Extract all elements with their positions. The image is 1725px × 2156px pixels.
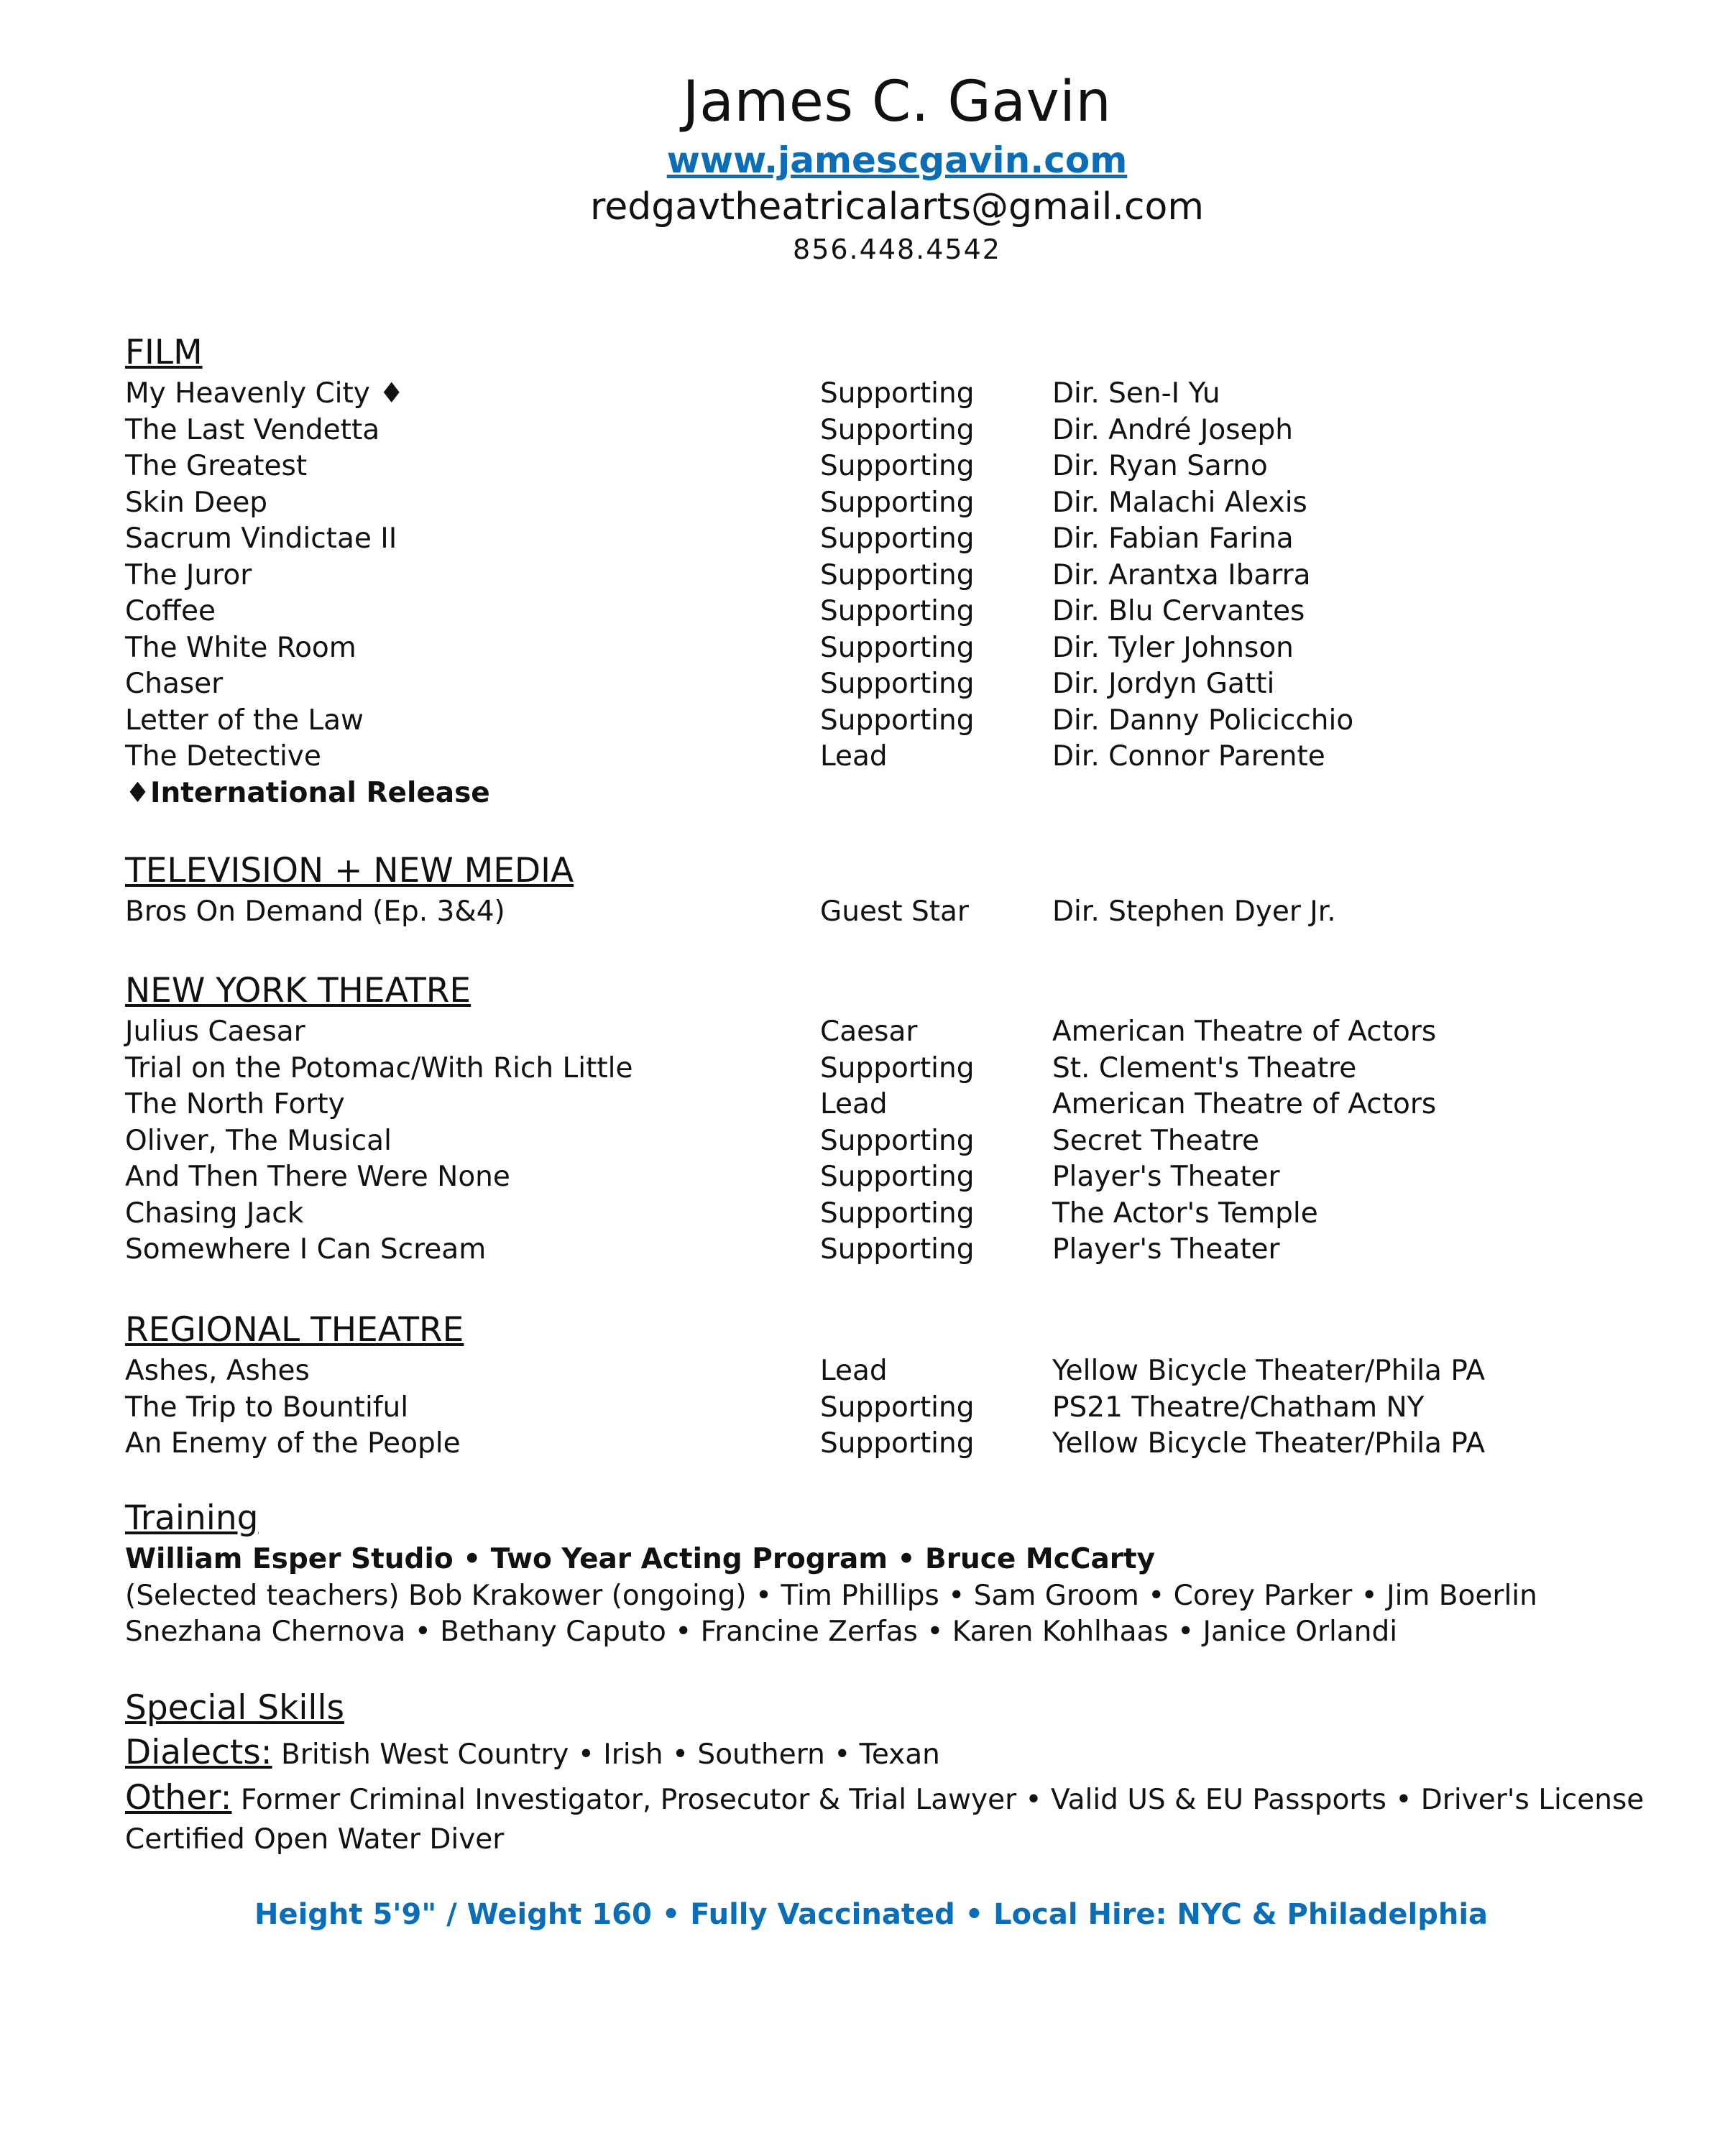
dialects-list: British West Country • Irish • Southern • Texan: [281, 1738, 940, 1771]
section-heading: Training: [125, 1498, 259, 1538]
credit-role: Supporting: [820, 1391, 975, 1424]
credit-title: The Last Vendetta: [125, 413, 380, 446]
credit-row: [125, 1196, 1634, 1233]
credit-venue: American Theatre of Actors: [1052, 1088, 1437, 1120]
credit-role: Supporting: [820, 668, 975, 700]
resume-header: [0, 66, 1725, 267]
training-teachers-continued: Snezhana Chernova • Bethany Caputo • Francine Zerfas • Karen Kohlhaas • Janice Orlandi: [125, 1616, 1398, 1648]
credit-role: Caesar: [820, 1015, 918, 1048]
credit-role: Supporting: [820, 1161, 975, 1193]
credit-row: [125, 558, 1634, 594]
credits-list: [125, 376, 1634, 775]
credit-row: [125, 594, 1634, 630]
credit-title: Trial on the Potomac/With Rich Little: [125, 1051, 633, 1084]
credit-role: Supporting: [820, 1051, 975, 1084]
regional-theatre-section: [125, 1310, 1634, 1462]
other-skills-continued: Certified Open Water Diver: [125, 1823, 505, 1856]
film-section: [125, 333, 1634, 811]
physical-stats-footer: Height 5'9" / Weight 160 • Fully Vaccinated • Local Hire: NYC & Philadelphia: [254, 1898, 1489, 1931]
credit-title: The Juror: [125, 558, 252, 591]
credit-row: [125, 1353, 1634, 1390]
credit-role: Supporting: [820, 450, 975, 482]
credit-venue: Player's Theater: [1052, 1233, 1280, 1266]
international-release-note: ♦International Release: [125, 776, 490, 809]
credit-role: Supporting: [820, 1124, 975, 1157]
credit-title: The Greatest: [125, 450, 308, 482]
credit-director: Dir. Ryan Sarno: [1052, 450, 1268, 482]
credit-role: Supporting: [820, 631, 975, 664]
section-heading: REGIONAL THEATRE: [125, 1310, 464, 1350]
ny-theatre-section: [125, 971, 1634, 1268]
credit-role: Supporting: [820, 486, 975, 519]
credit-row: [125, 376, 1634, 413]
credit-venue: Player's Theater: [1052, 1161, 1280, 1193]
credit-role: Guest Star: [820, 895, 969, 928]
credit-row: [125, 1390, 1634, 1427]
section-heading: NEW YORK THEATRE: [125, 971, 472, 1010]
other-label: Other:: [125, 1778, 232, 1818]
dialects-label: Dialects:: [125, 1733, 272, 1772]
credit-title: Letter of the Law: [125, 704, 364, 737]
credit-title: Julius Caesar: [125, 1015, 305, 1048]
credit-role: Supporting: [820, 377, 975, 410]
credit-role: Supporting: [820, 413, 975, 446]
credit-role: Lead: [820, 1088, 888, 1120]
credit-venue: Yellow Bicycle Theater/Phila PA: [1052, 1355, 1486, 1387]
credit-row: [125, 448, 1634, 485]
credit-title: The North Forty: [125, 1088, 345, 1120]
credit-director: Dir. Danny Policicchio: [1052, 704, 1354, 737]
credit-row: [125, 1426, 1634, 1462]
credit-title: My Heavenly City ♦: [125, 377, 405, 410]
credit-director: Dir. Tyler Johnson: [1052, 631, 1294, 664]
credit-row: [125, 1051, 1634, 1087]
credit-director: Dir. Connor Parente: [1052, 740, 1325, 773]
credit-director: Dir. Jordyn Gatti: [1052, 668, 1275, 700]
section-heading: FILM: [125, 333, 203, 372]
credit-title: The Detective: [125, 740, 321, 773]
credit-director: Dir. Sen-I Yu: [1052, 377, 1220, 410]
credit-row: [125, 1087, 1634, 1123]
credit-role: Supporting: [820, 558, 975, 591]
credit-director: Dir. Fabian Farina: [1052, 522, 1294, 555]
credit-row: [125, 1232, 1634, 1268]
credit-director: Dir. André Joseph: [1052, 413, 1293, 446]
credit-row: [125, 894, 1634, 931]
credit-title: Bros On Demand (Ep. 3&4): [125, 895, 505, 928]
credit-title: The White Room: [125, 631, 356, 664]
credit-venue: Yellow Bicycle Theater/Phila PA: [1052, 1427, 1486, 1460]
credit-title: Sacrum Vindictae II: [125, 522, 397, 555]
credit-title: The Trip to Bountiful: [125, 1391, 409, 1424]
credit-title: An Enemy of the People: [125, 1427, 461, 1460]
credit-title: Ashes, Ashes: [125, 1355, 310, 1387]
credit-role: Supporting: [820, 1427, 975, 1460]
television-section: [125, 851, 1634, 931]
credit-title: Chasing Jack: [125, 1197, 304, 1230]
credit-row: [125, 521, 1634, 558]
credit-title: Coffee: [125, 595, 216, 627]
credit-role: Supporting: [820, 704, 975, 737]
dialects-line: [125, 1731, 1634, 1777]
skills-section: [125, 1688, 1644, 1858]
credit-role: Supporting: [820, 1233, 975, 1266]
credit-title: Chaser: [125, 668, 224, 700]
credit-title: Oliver, The Musical: [125, 1124, 392, 1157]
actor-name: James C. Gavin: [682, 70, 1112, 134]
credit-row: [125, 1014, 1634, 1051]
credit-row: [125, 703, 1634, 740]
credit-role: Lead: [820, 1355, 888, 1387]
credit-director: Dir. Blu Cervantes: [1052, 595, 1305, 627]
section-heading: TELEVISION + NEW MEDIA: [125, 851, 574, 890]
credit-row: [125, 1123, 1634, 1160]
credit-title: Somewhere I Can Scream: [125, 1233, 487, 1266]
credit-director: Dir. Arantxa Ibarra: [1052, 558, 1311, 591]
credit-role: Lead: [820, 740, 888, 773]
credit-row: [125, 1159, 1634, 1196]
credit-row: [125, 630, 1634, 667]
credit-title: Skin Deep: [125, 486, 268, 519]
credit-venue: American Theatre of Actors: [1052, 1015, 1437, 1048]
training-section: [125, 1498, 1634, 1651]
credit-title: And Then There Were None: [125, 1161, 510, 1193]
email-address: redgavtheatricalarts@gmail.com: [590, 185, 1204, 229]
section-heading: Special Skills: [125, 1688, 344, 1728]
website-link[interactable]: www.jamescgavin.com: [666, 139, 1128, 181]
credit-venue: The Actor's Temple: [1052, 1197, 1318, 1230]
training-primary: William Esper Studio • Two Year Acting Program • Bruce McCarty: [125, 1543, 1156, 1575]
training-teachers: (Selected teachers) Bob Krakower (ongoing) • Tim Phillips • Sam Groom • Corey Parker • Jim Boerlin: [125, 1579, 1537, 1612]
credit-row: [125, 485, 1634, 522]
credit-row: [125, 413, 1634, 449]
credit-role: Supporting: [820, 595, 975, 627]
other-skills-line: [125, 1777, 1644, 1822]
other-skills-list: Former Criminal Investigator, Prosecutor & Trial Lawyer • Valid US & EU Passports • Driver's License: [240, 1784, 1644, 1816]
credit-venue: St. Clement's Theatre: [1052, 1051, 1357, 1084]
credit-role: Supporting: [820, 522, 975, 555]
credit-director: Dir. Stephen Dyer Jr.: [1052, 895, 1336, 928]
credit-row: [125, 666, 1634, 703]
credit-row: [125, 739, 1634, 775]
phone-number: 856.448.4542: [793, 234, 1001, 265]
credit-venue: Secret Theatre: [1052, 1124, 1259, 1157]
credit-venue: PS21 Theatre/Chatham NY: [1052, 1391, 1425, 1424]
credit-director: Dir. Malachi Alexis: [1052, 486, 1307, 519]
credit-role: Supporting: [820, 1197, 975, 1230]
